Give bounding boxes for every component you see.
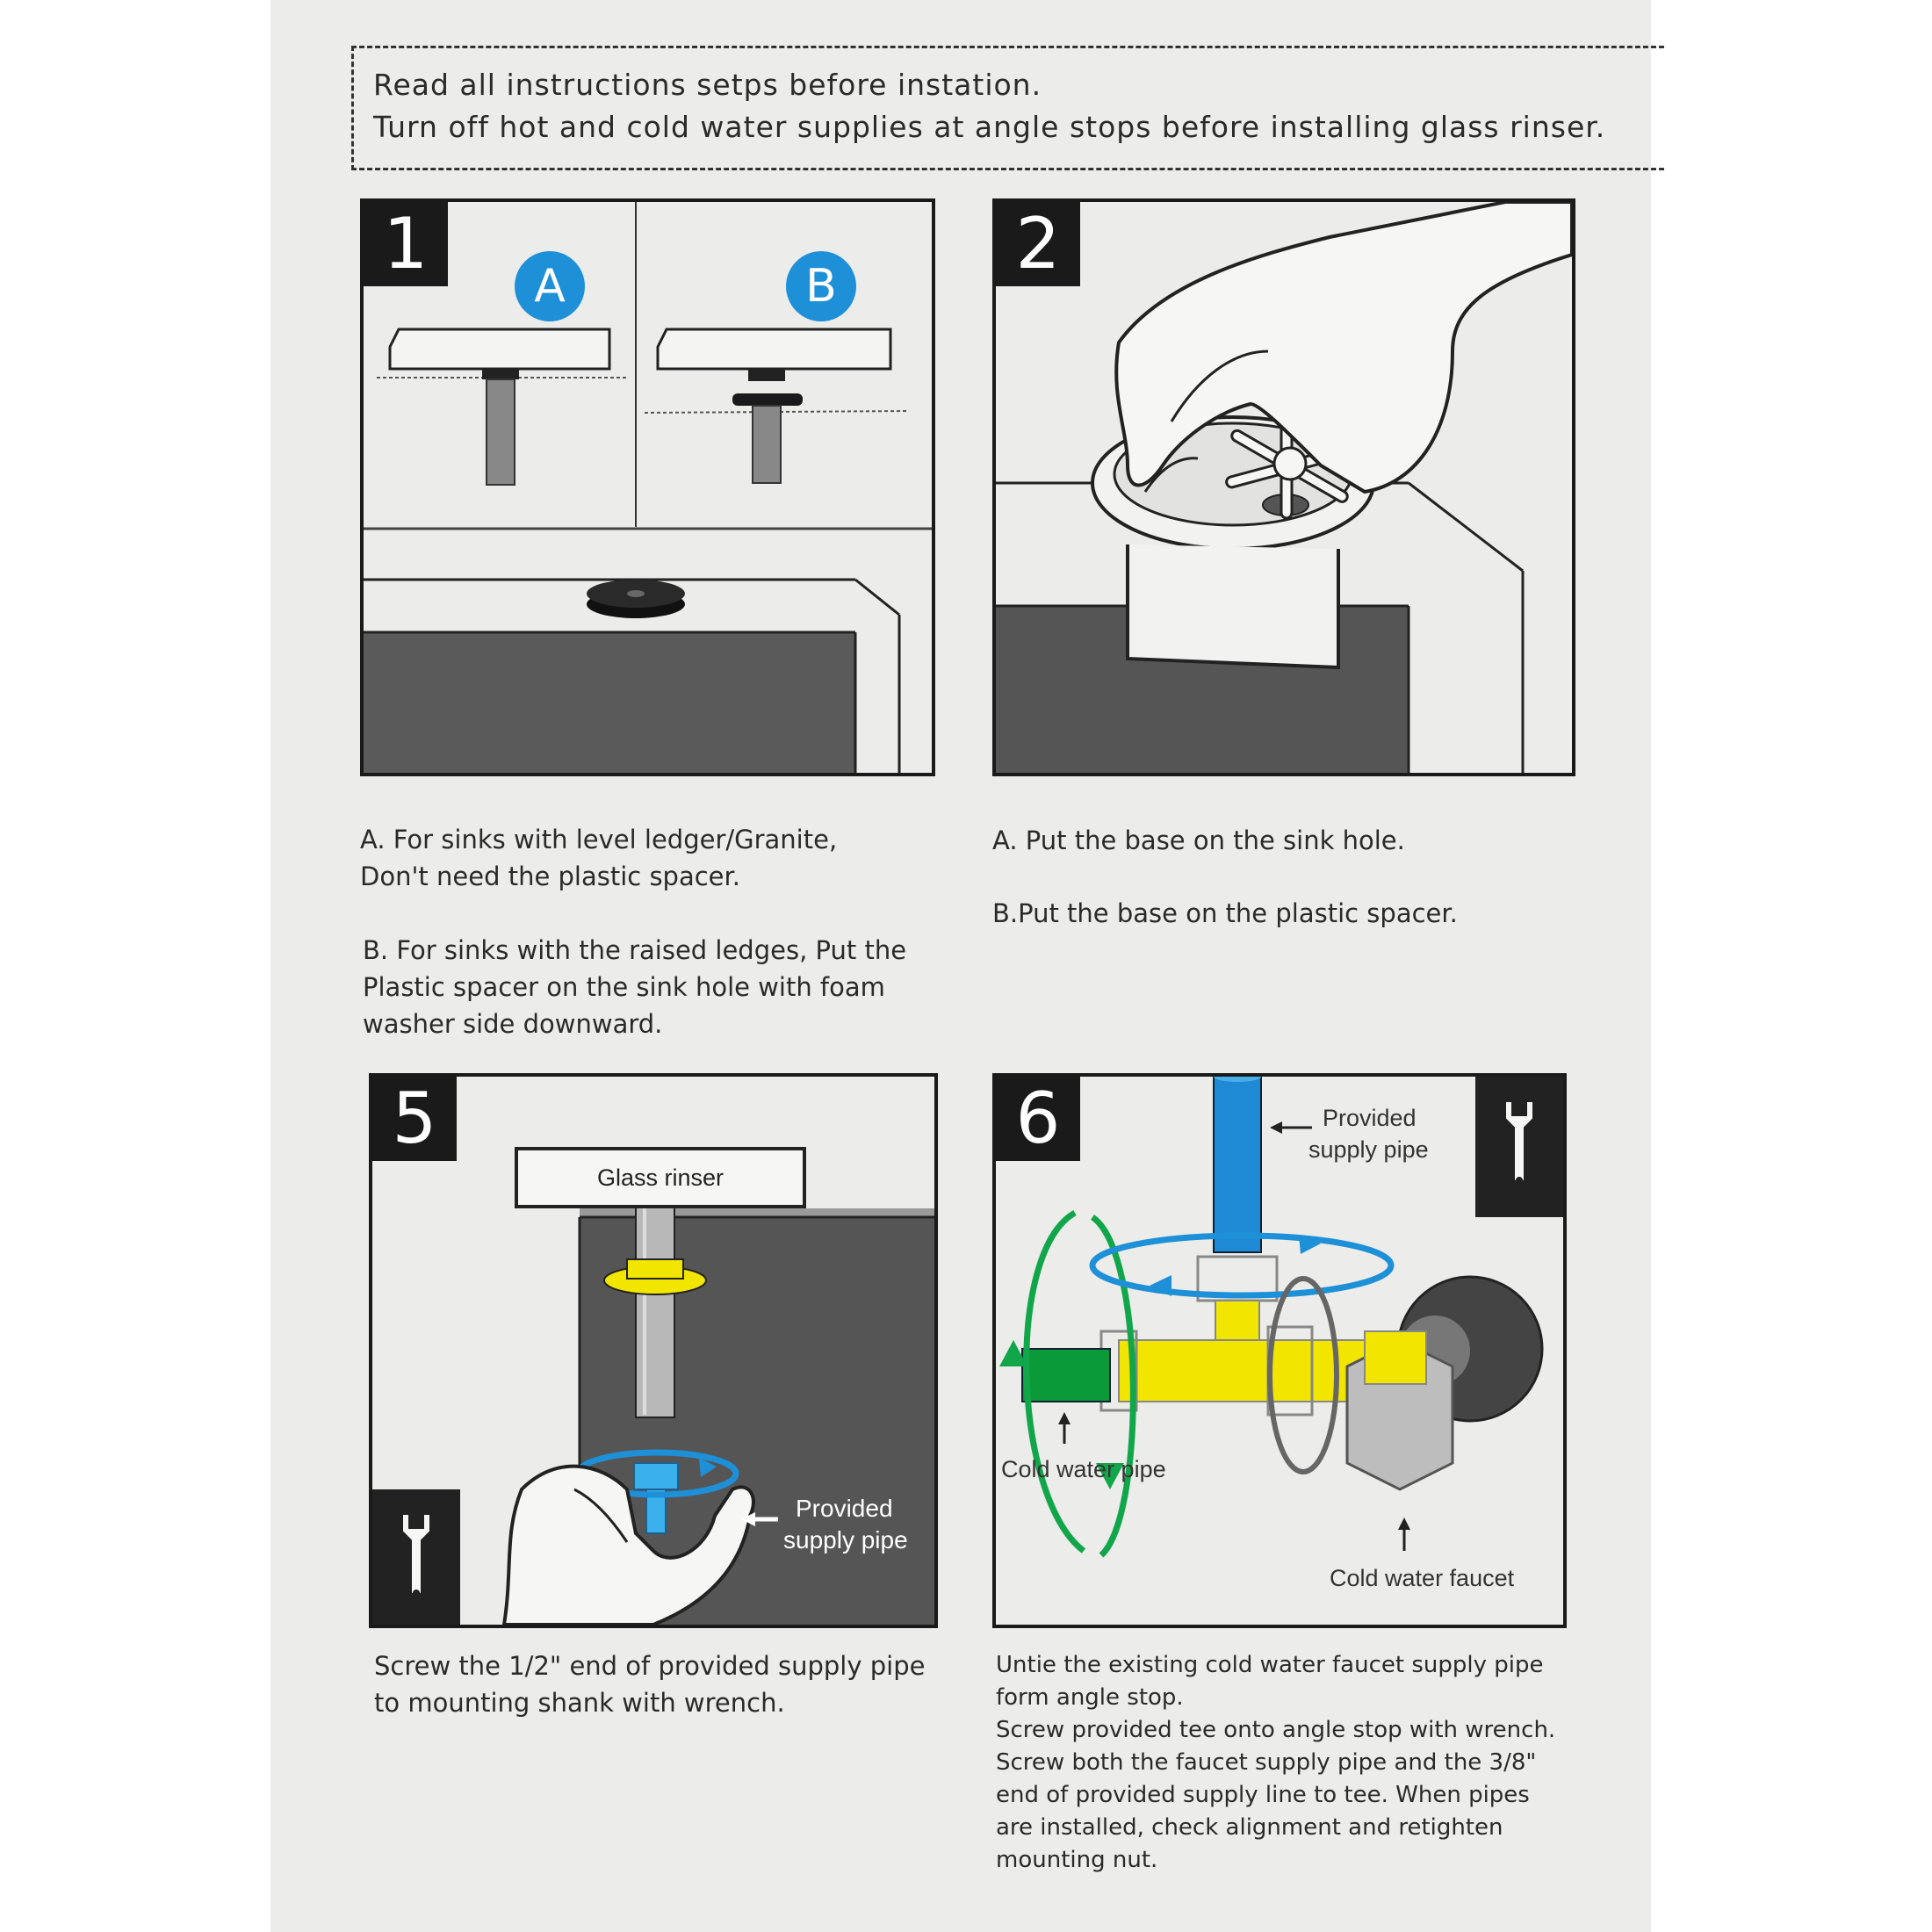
- step-5-text: Screw the 1/2" end of provided supply pipe to mounting shank with wrench.: [374, 1651, 926, 1718]
- step-6-pipe-label-2: supply pipe: [1308, 1136, 1429, 1163]
- cold-water-pipe-label: Cold water pipe: [1001, 1456, 1166, 1482]
- option-b-letter: B: [805, 260, 837, 313]
- step-6-text: Untie the existing cold water faucet supply pipe form angle stop. Screw provided tee onto angle stop with wrench. Screw both the faucet supply pipe and the 3/8" end of provided supply line to tee. When pipes are installed, check alignment and retighten mounting nut.: [996, 1652, 1556, 1873]
- step-2-text-a: A. Put the base on the sink hole.: [992, 825, 1405, 855]
- step-6-panel: [992, 1073, 1567, 1628]
- notice-line-1: Read all instructions setps before instation.: [373, 68, 1042, 102]
- step-6-pipe-label-1: Provided: [1323, 1105, 1417, 1131]
- step-1-panel: [360, 198, 935, 776]
- step-2-panel: [992, 198, 1575, 776]
- notice-box: [351, 46, 1664, 170]
- step-2-number: 2: [996, 202, 1080, 286]
- option-b-badge: [786, 251, 856, 321]
- cold-water-faucet-label: Cold water faucet: [1330, 1565, 1515, 1591]
- step-5-number: 5: [372, 1077, 457, 1161]
- step-5-pipe-label-1: Provided: [796, 1495, 893, 1522]
- step-1-text-b: B. For sinks with the raised ledges, Put the Plastic spacer on the sink hole with foam washer side downward.: [363, 935, 907, 1039]
- step-2-illustration: [996, 202, 1572, 773]
- step-5-panel: [369, 1073, 938, 1628]
- glass-rinser-label: Glass rinser: [596, 1164, 724, 1191]
- step-6-number: 6: [996, 1077, 1080, 1161]
- step-2-text-b: B.Put the base on the plastic spacer.: [992, 898, 1458, 928]
- step-5-pipe-label-2: supply pipe: [783, 1526, 908, 1554]
- step-1-text-a: A. For sinks with level ledger/Granite, Don't need the plastic spacer.: [360, 825, 838, 891]
- notice-line-2: Turn off hot and cold water supplies at angle stops before installing glass rinser.: [373, 110, 1606, 144]
- option-a-badge: [515, 251, 585, 321]
- glass-rinser-label-box: [515, 1147, 806, 1208]
- step-1-number: 1: [364, 202, 448, 286]
- step-6-illustration: [996, 1077, 1563, 1625]
- option-a-letter: A: [534, 260, 566, 313]
